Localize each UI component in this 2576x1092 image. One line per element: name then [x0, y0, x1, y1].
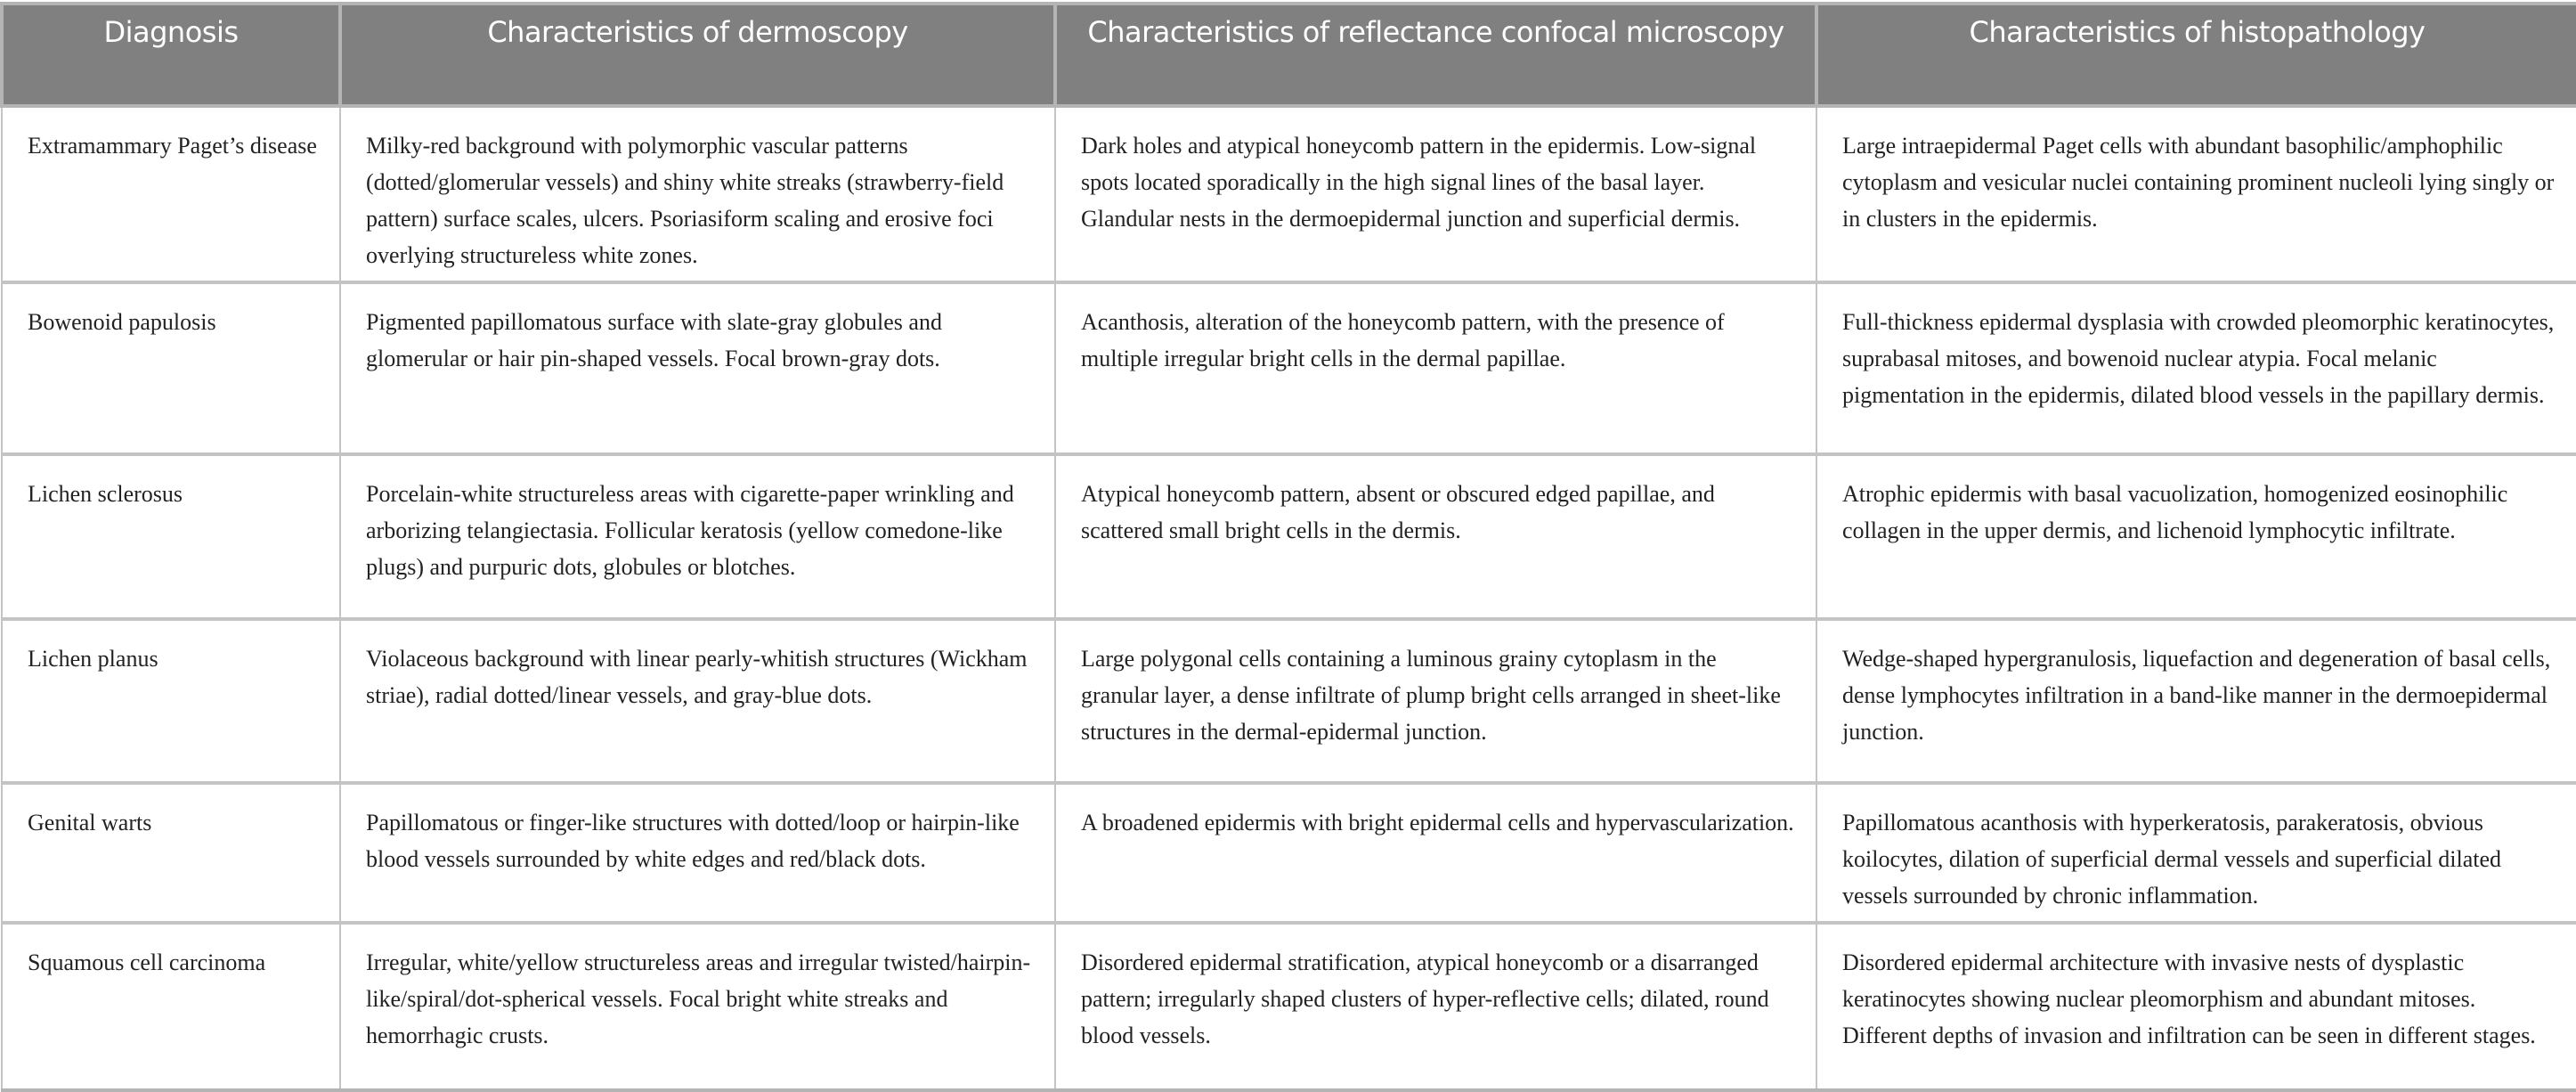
- histopathology-cell: Atrophic epidermis with basal vacuolization, homogenized eosinophilic collagen in the upper dermis, and lichenoid lymphocytic infiltrate.: [1816, 454, 2576, 619]
- rcm-cell: Atypical honeycomb pattern, absent or obscured edged papillae, and scattered small bright cells in the dermis.: [1055, 454, 1816, 619]
- dermoscopy-cell: Porcelain-white structureless areas with cigarette-paper wrinkling and arborizing telangiectasia. Follicular keratosis (yellow comedone-like plugs) and purpuric dots, globules or blotches.: [340, 454, 1055, 619]
- rcm-cell: Large polygonal cells containing a luminous grainy cytoplasm in the granular layer, a dense infiltrate of plump bright cells arranged in sheet-like structures in the dermal-epidermal junction.: [1055, 619, 1816, 783]
- histopathology-cell: Full-thickness epidermal dysplasia with crowded pleomorphic keratinocytes, suprabasal mitoses, and bowenoid nuclear atypia. Focal melanic pigmentation in the epidermis, dilated blood vessels in the papillary dermis.: [1816, 282, 2576, 454]
- dermoscopy-cell: Milky-red background with polymorphic vascular patterns (dotted/glomerular vessels) and shiny white streaks (strawberry-field pattern) surface scales, ulcers. Psoriasiform scaling and erosive foci overlying structureless white zones.: [340, 106, 1055, 282]
- table-row: [2, 923, 2576, 1090]
- table-row: [2, 454, 2576, 619]
- rcm-cell: A broadened epidermis with bright epidermal cells and hypervascularization.: [1055, 783, 1816, 923]
- diagnosis-cell: Squamous cell carcinoma: [2, 923, 340, 1090]
- diagnosis-cell: Lichen planus: [2, 619, 340, 783]
- diagnosis-comparison-table: [0, 2, 2576, 1092]
- dermoscopy-cell: Irregular, white/yellow structureless areas and irregular twisted/hairpin-like/spiral/dot-spherical vessels. Focal bright white streaks and hemorrhagic crusts.: [340, 923, 1055, 1090]
- table-row: [2, 282, 2576, 454]
- rcm-cell: Disordered epidermal stratification, atypical honeycomb or a disarranged pattern; irregularly shaped clusters of hyper-reflective cells; dilated, round blood vessels.: [1055, 923, 1816, 1090]
- dermoscopy-cell: Violaceous background with linear pearly-whitish structures (Wickham striae), radial dotted/linear vessels, and gray-blue dots.: [340, 619, 1055, 783]
- header-diagnosis: Diagnosis: [2, 4, 340, 106]
- diagnosis-cell: Genital warts: [2, 783, 340, 923]
- rcm-cell: Dark holes and atypical honeycomb pattern in the epidermis. Low-signal spots located sporadically in the high signal lines of the basal layer. Glandular nests in the dermoepidermal junction and superficial dermis.: [1055, 106, 1816, 282]
- histopathology-cell: Disordered epidermal architecture with invasive nests of dysplastic keratinocytes showing nuclear pleomorphism and abundant mitoses. Different depths of invasion and infiltration can be seen in different stages.: [1816, 923, 2576, 1090]
- dermoscopy-cell: Papillomatous or finger-like structures with dotted/loop or hairpin-like blood vessels surrounded by white edges and red/black dots.: [340, 783, 1055, 923]
- rcm-cell: Acanthosis, alteration of the honeycomb pattern, with the presence of multiple irregular bright cells in the dermal papillae.: [1055, 282, 1816, 454]
- header-dermoscopy: Characteristics of dermoscopy: [340, 4, 1055, 106]
- histopathology-cell: Wedge-shaped hypergranulosis, liquefaction and degeneration of basal cells, dense lymphocytes infiltration in a band-like manner in the dermoepidermal junction.: [1816, 619, 2576, 783]
- header-rcm: Characteristics of reflectance confocal microscopy: [1055, 4, 1816, 106]
- header-row: [2, 4, 2576, 106]
- diagnosis-cell: Extramammary Paget’s disease: [2, 106, 340, 282]
- diagnosis-cell: Bowenoid papulosis: [2, 282, 340, 454]
- diagnosis-cell: Lichen sclerosus: [2, 454, 340, 619]
- histopathology-cell: Papillomatous acanthosis with hyperkeratosis, parakeratosis, obvious koilocytes, dilation of superficial dermal vessels and superficial dilated vessels surrounded by chronic inflammation.: [1816, 783, 2576, 923]
- histopathology-cell: Large intraepidermal Paget cells with abundant basophilic/amphophilic cytoplasm and vesicular nuclei containing prominent nucleoli lying singly or in clusters in the epidermis.: [1816, 106, 2576, 282]
- table-row: [2, 106, 2576, 282]
- dermoscopy-cell: Pigmented papillomatous surface with slate-gray globules and glomerular or hair pin-shaped vessels. Focal brown-gray dots.: [340, 282, 1055, 454]
- header-histopathology: Characteristics of histopathology: [1816, 4, 2576, 106]
- table-row: [2, 783, 2576, 923]
- table-row: [2, 619, 2576, 783]
